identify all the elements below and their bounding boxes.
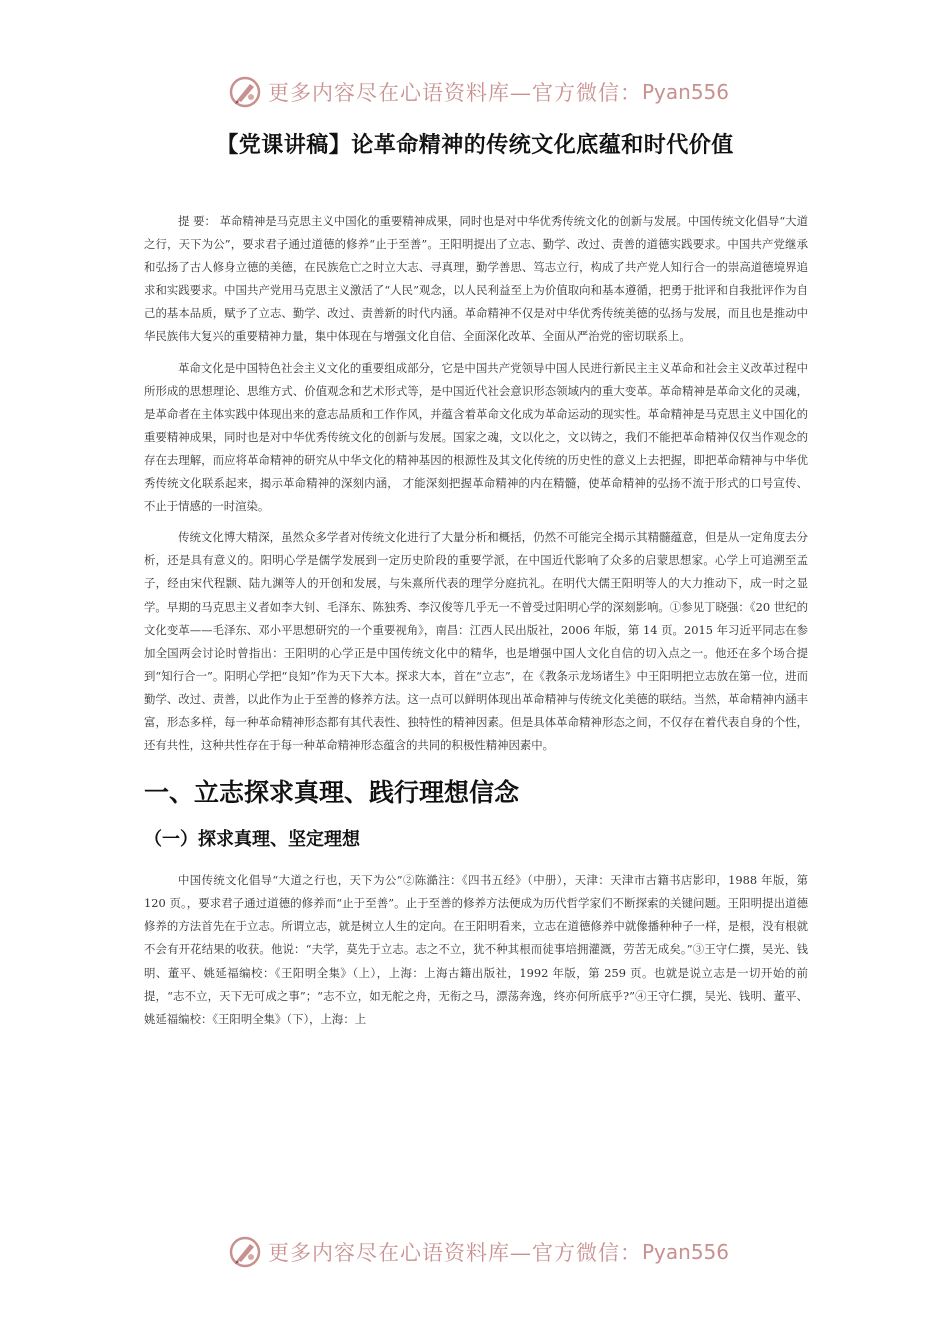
- watermark-id: Pyan556: [642, 80, 730, 104]
- pen-logo-icon: [228, 1235, 262, 1269]
- pen-logo-icon: [228, 75, 262, 109]
- document-title: 【党课讲稿】论革命精神的传统文化底蕴和时代价值: [216, 133, 734, 158]
- body-paragraph: 传统文化博大精深，虽然众多学者对传统文化进行了大量分析和概括，仍然不可能完全揭示其精髓蕴意，但是从一定角度去分析，还是具有意义的。阳明心学是儒学发展到一定历史阶段的重要学派，在中国近代影响了众多的启蒙思想家。心学上可追溯至孟子，经由宋代程颢、陆九渊等人的开创和发展，与朱熹所代表的理学分庭抗礼。在明代大儒王阳明等人的大力推动下，成一时之显学。早期的马克思主义者如李大钊、毛泽东、陈独秀、李汉俊等几乎无一不曾受过阳明心学的深刻影响。①参见丁晓强：《20 世纪的文化变革——毛泽东、邓小平思想研究的一个重要视角》，南昌：江西人民出版社，2006 年版，第 14 页。2015 年习近平同志在参加全国两会讨论时曾指出：王阳明的心学正是中国传统文化中的精华，也是增强中国人文化自信的切入点之一。他还在多个场合提到“知行合一”。阳明心学把“良知”作为天下大本。探求大本，首在“立志”，在《教条示龙场诸生》中王阳明把立志放在第一位，进而勤学、改过、责善，以此作为止于至善的修养方法。这一点可以鲜明体现出革命精神与传统文化美德的联结。当然，革命精神内涵丰富，形态多样，每一种革命精神形态都有其代表性、独特性的精神因素。但是具体革命精神形态之间，不仅存在着代表自身的个性，还有共性，这种共性存在于每一种革命精神形态蕴含的共同的积极性精神因素中。: [144, 530, 808, 753]
- watermark-text: 更多内容尽在心语资料库—官方微信：: [268, 81, 642, 105]
- watermark-text: 更多内容尽在心语资料库—官方微信：: [268, 1241, 642, 1265]
- subsection-heading: （一）探求真理、坚定理想: [144, 829, 360, 851]
- body-paragraph: 中国传统文化倡导“大道之行也，天下为公”②陈澔注：《四书五经》（中册），天津：天津市古籍书店影印，1988 年版，第 120 页。，要求君子通过道德的修养而“止于至善”。止于至善的修养方法便成为历代哲学家们不断探索的关键问题。王阳明提出道德修养的方法首先在于立志。所谓立志，就是树立人生的定向。在王阳明看来，立志在道德修养中就像播种种子一样，是根，没有根就不会有开花结果的收获。他说：“夫学，莫先于立志。志之不立，犹不种其根而徒事培拥灌溉，劳苦无成矣。”③王守仁撰，吴光、钱明、董平、姚延福编校：《王阳明全集》（上），上海：上海古籍出版社，1992 年版，第 259 页。也就是说立志是一切开始的前提，“志不立，天下无可成之事”；“志不立，如无舵之舟，无衔之马，漂荡奔逸，终亦何所底乎?”④王守仁撰，吴光、钱明、董平、姚延福编校：《王阳明全集》（下），上海：上: [144, 873, 808, 1026]
- watermark-id: Pyan556: [642, 1240, 730, 1264]
- section-heading: 一、立志探求真理、践行理想信念: [144, 778, 520, 808]
- body-paragraph: 革命文化是中国特色社会主义文化的重要组成部分，它是中国共产党领导中国人民进行新民主主义革命和社会主义改革过程中所形成的思想理论、思维方式、价值观念和艺术形式等，是中国近代社会意识形态领域内的重大变革。革命精神是革命文化的灵魂，是革命者在主体实践中体现出来的意志品质和工作作风，并蕴含着革命文化成为革命运动的现实性。革命精神是马克思主义中国化的重要精神成果，同时也是对中华优秀传统文化的创新与发展。国家之魂，文以化之，文以铸之，我们不能把革命精神仅仅当作观念的存在去理解，而应将革命精神的研究从中华文化的精神基因的根源性及其文化传统的历史性的意义上去把握，即把革命精神与中华优秀传统文化联系起来，揭示革命精神的深刻内涵， 才能深刻把握革命精神的内在精髓，使革命精神的弘扬不流于形式的口号宣传、不止于情感的一时渲染。: [144, 360, 808, 514]
- footer-watermark: [228, 1232, 748, 1272]
- document-body: [144, 210, 808, 1039]
- abstract-paragraph: 提 要： 革命精神是马克思主义中国化的重要精神成果，同时也是对中华优秀传统文化的创新与发展。中国传统文化倡导“大道之行，天下为公”，要求君子通过道德的修养“止于至善”。王阳明提出了立志、勤学、改过、责善的道德实践要求。中国共产党继承和弘扬了古人修身立德的美德，在民族危亡之时立大志、寻真理，勤学善思、笃志立行，构成了共产党人知行合一的崇高道德境界追求和实践要求。中国共产党用马克思主义激活了“人民”观念，以人民利益至上为价值取向和基本遵循，把勇于批评和自我批评作为自己的基本品质，赋予了立志、勤学、改过、责善新的时代内涵。革命精神不仅是对中华优秀传统美德的弘扬与发展，而且也是推动中华民族伟大复兴的重要精神力量，集中体现在与增强文化自信、全面深化改革、全面从严治党的密切联系上。: [144, 214, 808, 344]
- header-watermark: [228, 72, 748, 112]
